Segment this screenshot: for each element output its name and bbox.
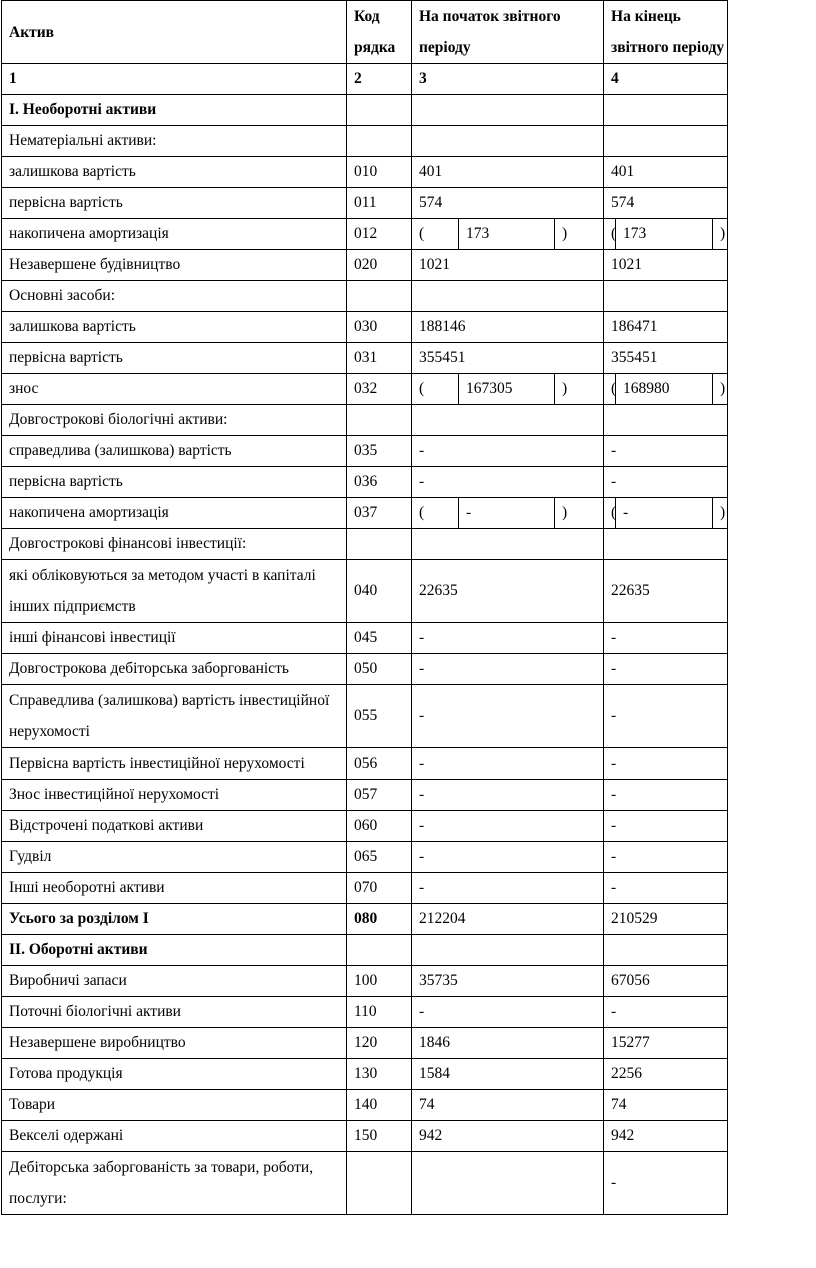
row-end-value [604,281,728,312]
row-label: Нематеріальні активи: [2,126,347,157]
paren-close: ) [555,219,604,250]
row-end-value: 942 [604,1121,728,1152]
row-begin-value: - [412,780,604,811]
row-end-value [604,529,728,560]
row-code: 010 [347,157,412,188]
row-label: Первісна вартість інвестиційної нерухомості [2,748,347,780]
row-code [347,95,412,126]
row-begin-value: 401 [412,157,604,188]
row-end-value: 2256 [604,1059,728,1090]
row-begin-value [412,281,604,312]
table-row [2,157,728,188]
row-end-value: - [604,623,728,654]
row-code: 130 [347,1059,412,1090]
row-code: 055 [347,685,412,748]
row-label: Довгострокова дебіторська заборгованість [2,654,347,685]
row-begin-value: - [412,997,604,1028]
row-end-value: - [604,842,728,873]
paren-close: ) [555,374,604,405]
row-begin-value: - [412,623,604,654]
row-begin-value: 74 [412,1090,604,1121]
row-code [347,405,412,436]
row-end-value: 168980 [616,374,713,405]
row-begin-value: 35735 [412,966,604,997]
row-code: 100 [347,966,412,997]
row-begin-value: 1584 [412,1059,604,1090]
row-label: Відстрочені податкові активи [2,811,347,842]
paren-open: ( [604,219,616,250]
row-label: інші фінансові інвестиції [2,623,347,654]
row-code: 110 [347,997,412,1028]
row-begin-value [412,405,604,436]
row-label: Гудвіл [2,842,347,873]
row-code: 140 [347,1090,412,1121]
row-begin-value [412,529,604,560]
row-begin-value: 1846 [412,1028,604,1059]
row-code: 036 [347,467,412,498]
table-row [2,811,728,842]
row-end-value: - [604,654,728,685]
row-code: 035 [347,436,412,467]
row-label: Товари [2,1090,347,1121]
row-code: 120 [347,1028,412,1059]
col-number-2: 2 [347,64,412,95]
paren-close: ) [713,498,728,529]
col-number-1: 1 [2,64,347,95]
row-code: 030 [347,312,412,343]
row-begin-value: - [459,498,555,529]
table-row [2,1121,728,1152]
row-begin-value: 173 [459,219,555,250]
row-begin-value: 212204 [412,904,604,935]
row-code: 060 [347,811,412,842]
table-row [2,219,728,250]
row-label: Справедлива (залишкова) вартість інвестиційної нерухомості [2,685,347,748]
row-end-value: 173 [616,219,713,250]
paren-close: ) [713,374,728,405]
row-code: 045 [347,623,412,654]
table-row [2,780,728,811]
row-begin-value: 942 [412,1121,604,1152]
row-label: первісна вартість [2,188,347,219]
row-code: 011 [347,188,412,219]
row-code [347,529,412,560]
table-row [2,467,728,498]
row-label: Основні засоби: [2,281,347,312]
row-code [347,1152,412,1215]
paren-open: ( [604,374,616,405]
row-code: 050 [347,654,412,685]
table-row [2,436,728,467]
table-row [2,560,728,623]
table-row [2,343,728,374]
table-row [2,873,728,904]
row-end-value: - [604,1152,728,1215]
row-end-value [604,95,728,126]
table-body [2,95,728,1215]
row-code: 037 [347,498,412,529]
row-label: Незавершене виробництво [2,1028,347,1059]
row-end-value: - [604,811,728,842]
row-begin-value: 355451 [412,343,604,374]
row-code [347,935,412,966]
row-label: залишкова вартість [2,157,347,188]
col-header-asset: Актив [2,1,347,64]
row-begin-value: 22635 [412,560,604,623]
row-begin-value [412,1152,604,1215]
row-label: II. Оборотні активи [2,935,347,966]
table-row [2,374,728,405]
table-row [2,126,728,157]
row-end-value [604,935,728,966]
paren-open: ( [412,498,459,529]
table-row [2,685,728,748]
table-row [2,623,728,654]
table-row [2,1090,728,1121]
row-end-value [604,405,728,436]
row-label: Знос інвестиційної нерухомості [2,780,347,811]
row-begin-value [412,935,604,966]
col-header-end: На кінець звітного періоду [604,1,728,64]
row-label: знос [2,374,347,405]
row-label: Інші необоротні активи [2,873,347,904]
row-end-value: 67056 [604,966,728,997]
row-code: 080 [347,904,412,935]
row-end-value: - [604,748,728,780]
row-label: первісна вартість [2,343,347,374]
row-label: справедлива (залишкова) вартість [2,436,347,467]
row-label: накопичена амортизація [2,219,347,250]
table-row [2,281,728,312]
row-end-value: 186471 [604,312,728,343]
row-label: Готова продукція [2,1059,347,1090]
row-end-value: 15277 [604,1028,728,1059]
row-code: 150 [347,1121,412,1152]
row-begin-value: - [412,654,604,685]
row-code: 056 [347,748,412,780]
paren-open: ( [412,374,459,405]
row-code: 070 [347,873,412,904]
row-begin-value: 1021 [412,250,604,281]
table-row [2,1152,728,1215]
row-code [347,281,412,312]
row-end-value: 74 [604,1090,728,1121]
table-row [2,966,728,997]
row-end-value: - [604,467,728,498]
row-begin-value: 167305 [459,374,555,405]
row-label: Векселі одержані [2,1121,347,1152]
row-code: 065 [347,842,412,873]
row-end-value: 355451 [604,343,728,374]
col-number-4: 4 [604,64,728,95]
row-label: накопичена амортизація [2,498,347,529]
row-end-value: - [604,873,728,904]
col-header-code: Код рядка [347,1,412,64]
row-end-value: - [604,997,728,1028]
table-row [2,95,728,126]
table-row [2,405,728,436]
row-end-value: 22635 [604,560,728,623]
row-end-value: - [604,685,728,748]
paren-close: ) [555,498,604,529]
row-begin-value: - [412,685,604,748]
row-code: 057 [347,780,412,811]
row-end-value: 401 [604,157,728,188]
table-row [2,312,728,343]
row-begin-value [412,95,604,126]
col-number-3: 3 [412,64,604,95]
row-label: первісна вартість [2,467,347,498]
row-label: залишкова вартість [2,312,347,343]
header-row [2,1,728,64]
row-end-value: - [616,498,713,529]
row-label: Довгострокові біологічні активи: [2,405,347,436]
row-label: I. Необоротні активи [2,95,347,126]
balance-sheet-table [1,0,728,1215]
row-end-value: - [604,436,728,467]
table-row [2,188,728,219]
row-end-value: 574 [604,188,728,219]
table-row [2,935,728,966]
row-code [347,126,412,157]
column-number-row [2,64,728,95]
table-row [2,1059,728,1090]
row-label: Виробничі запаси [2,966,347,997]
table-row [2,498,728,529]
table-row [2,1028,728,1059]
row-begin-value [412,126,604,157]
row-code: 020 [347,250,412,281]
table-row [2,997,728,1028]
row-end-value [604,126,728,157]
row-begin-value: - [412,467,604,498]
row-end-value: 210529 [604,904,728,935]
row-code: 012 [347,219,412,250]
paren-open: ( [604,498,616,529]
row-code: 040 [347,560,412,623]
row-begin-value: - [412,873,604,904]
paren-open: ( [412,219,459,250]
row-end-value: 1021 [604,250,728,281]
row-begin-value: - [412,811,604,842]
row-label: Довгострокові фінансові інвестиції: [2,529,347,560]
paren-close: ) [713,219,728,250]
row-begin-value: - [412,436,604,467]
table-row [2,529,728,560]
row-label: Дебіторська заборгованість за товари, роботи, послуги: [2,1152,347,1215]
table-row [2,904,728,935]
row-begin-value: 188146 [412,312,604,343]
row-begin-value: - [412,748,604,780]
col-header-begin: На початок звітного періоду [412,1,604,64]
row-code: 031 [347,343,412,374]
table-row [2,250,728,281]
row-end-value: - [604,780,728,811]
row-label: Незавершене будівництво [2,250,347,281]
table-row [2,654,728,685]
row-label: Поточні біологічні активи [2,997,347,1028]
row-begin-value: - [412,842,604,873]
row-label: які обліковуються за методом участі в капіталі інших підприємств [2,560,347,623]
row-begin-value: 574 [412,188,604,219]
row-code: 032 [347,374,412,405]
table-row [2,748,728,780]
table-row [2,842,728,873]
row-label: Усього за розділом I [2,904,347,935]
